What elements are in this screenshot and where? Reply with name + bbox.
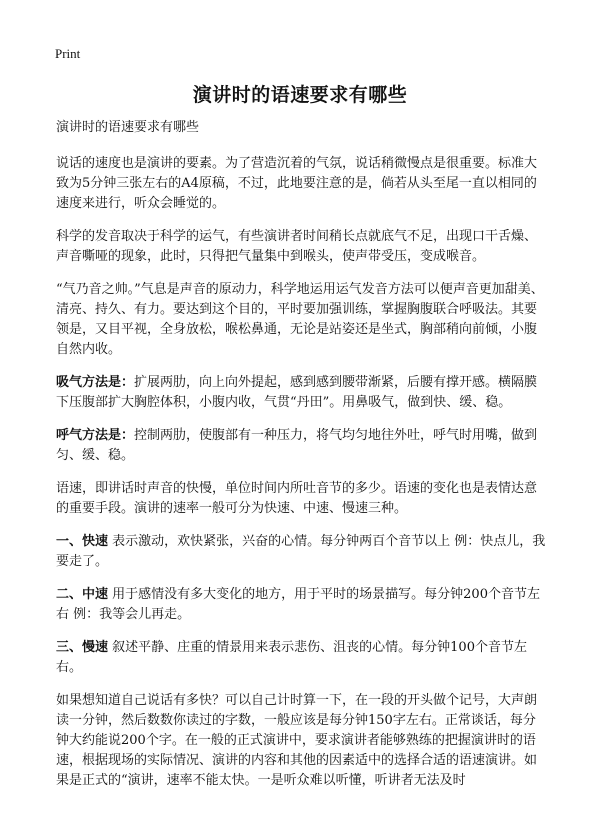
paragraph-text: “气乃音之帅。”气息是声音的原动力，科学地运用运气发音方法可以便声音更加甜美、清亮、持久、有力。要达到这个目的，平时要加强训练，掌握胸腹联合呼吸法。其要领是，又目平视，全身放松，喉松鼻通，无论是站姿还是坐式，胸部稍向前倾，小腹自然内收。 — [56, 282, 544, 357]
paragraph-text: 语速，即讲话时声音的快慢，单位时间内所吐音节的多少。语速的变化也是表情达意的重要手段。演讲的速率一般可分为快速、中速、慢速三种。 — [56, 481, 538, 516]
paragraph-self-timing — [56, 691, 548, 791]
paragraph-text: 用于感情没有多大变化的地方，用于平时的场景描写。每分钟200个音节左右 例：我等会儿再走。 — [56, 587, 540, 622]
paragraph-lead: 吸气方法是： — [56, 375, 135, 390]
paragraph-text: 如果想知道自己说话有多快？可以自己计时算一下，在一段的开头做个记号，大声朗读一分钟，然后数数你读过的字数，一般应该是每分钟150字左右。正常谈话，每分钟大约能说200个字。在一般的正式演讲中，要求演讲者能够熟练的把握演讲时的语速，根据现场的实际情况、演讲的内容和其他的因素适中的选择合适的语速演讲。如果是正式的“演讲，速率不能太快。一是听众难以听懂，听讲者无法及时 — [56, 693, 538, 788]
paragraph-medium-speed — [56, 585, 548, 625]
paragraph-text: 控制两肋，使腹部有一种压力，将气均匀地往外吐，呼气时用嘴，做到匀、缓、稳。 — [56, 428, 538, 463]
paragraph-text: 扩展两肋，向上向外提起，感到感到腰带渐紧，后腰有撑开感。横隔膜下压腹部扩大胸腔体积，小腹内收，气贯“丹田”。用鼻吸气，做到快、缓、稳。 — [56, 375, 538, 410]
paragraph-exhale-method — [56, 426, 548, 466]
paragraph-breathing-science — [56, 227, 548, 267]
article-subtitle: 演讲时的语速要求有哪些 — [56, 120, 200, 135]
paragraph-breath-commander — [56, 280, 548, 360]
paragraph-lead: 二、中速 — [56, 587, 109, 602]
paragraph-lead: 呼气方法是： — [56, 428, 135, 443]
paragraph-text: 叙述平静、庄重的情景用来表示悲伤、沮丧的心情。每分钟100个音节左右。 — [56, 640, 527, 675]
paragraph-speech-rate — [56, 479, 548, 519]
paragraph-slow-speed — [56, 638, 548, 678]
print-link[interactable]: Print — [55, 46, 81, 61]
paragraph-speed-intro — [56, 154, 548, 214]
paragraph-lead: 三、慢速 — [56, 640, 109, 655]
paragraph-lead: 一、快速 — [56, 534, 109, 549]
paragraph-inhale-method — [56, 373, 548, 413]
page-title: 演讲时的语速要求有哪些 — [192, 84, 408, 106]
paragraph-fast-speed — [56, 532, 548, 572]
paragraph-text: 表示激动，欢快紧张，兴奋的心情。每分钟两百个音节以上 例：快点儿，我要走了。 — [56, 534, 546, 569]
article-body — [56, 118, 548, 804]
paragraph-text: 说话的速度也是演讲的要素。为了营造沉着的气氛，说话稍微慢点是很重要。标准大致为5分钟三张左右的A4原稿，不过，此地要注意的是，倘若从头至尾一直以相同的速度来进行，听众会睡觉的。 — [56, 156, 538, 211]
paragraph-text: 科学的发音取决于科学的运气，有些演讲者时间稍长点就底气不足，出现口干舌燥、声音嘶哑的现象，此时，只得把气量集中到喉头，使声带受压，变成喉音。 — [56, 229, 538, 264]
